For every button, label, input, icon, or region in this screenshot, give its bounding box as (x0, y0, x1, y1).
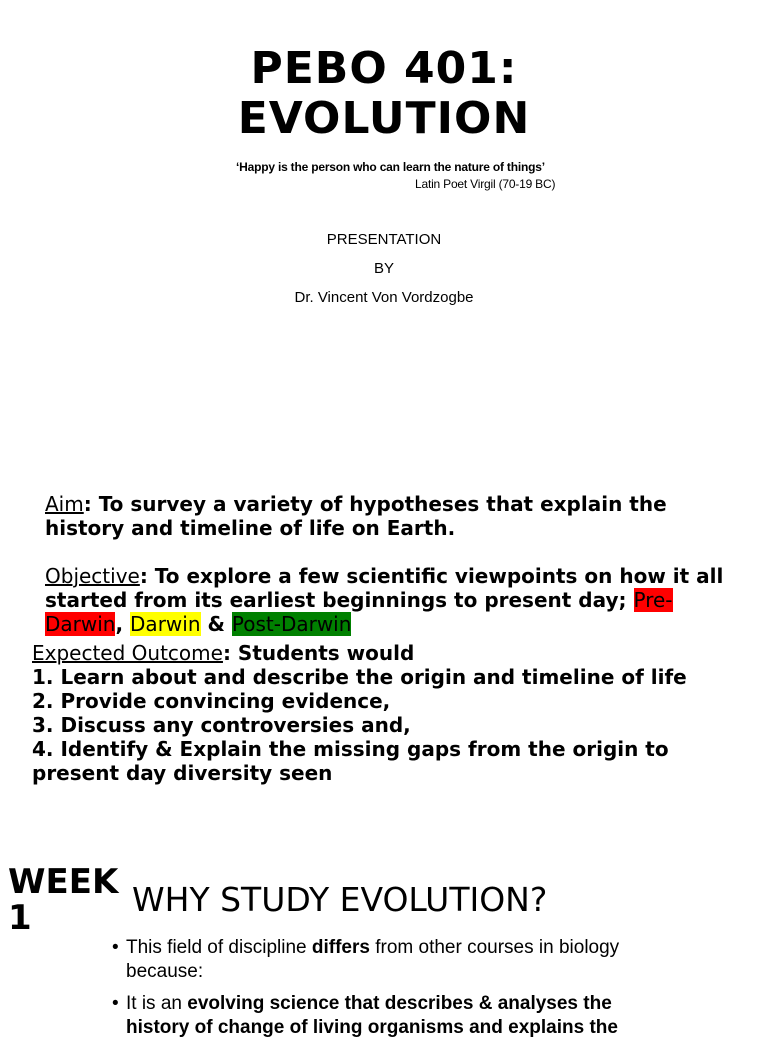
slide-title: WHY STUDY EVOLUTION? (132, 880, 548, 919)
era-post-darwin: Post-Darwin (231, 612, 352, 636)
outcome-item: 4. Identify & Explain the missing gaps from the origin to present day diversity seen (32, 737, 669, 785)
title-line-1: PEBO 401: (250, 43, 518, 94)
course-title (0, 44, 768, 144)
aim-label: Aim (45, 492, 84, 516)
aim-statement (45, 492, 745, 540)
presenter-name: Dr. Vincent Von Vordzogbe (294, 289, 474, 306)
outcome-intro: : Students would (222, 641, 415, 665)
objective-text: : To explore a few scientific viewpoints on how it all started from its earliest beginnings to present day; (45, 564, 724, 612)
bullet-emphasis: differs (311, 937, 370, 958)
bullet-dot-icon: • (112, 937, 119, 958)
week-label: WEEK 1 (8, 862, 119, 938)
title-line-2: EVOLUTION (237, 93, 531, 144)
bullet-item (112, 936, 672, 984)
by-label: BY (373, 260, 394, 277)
bullet-text: from other courses in biology because: (126, 937, 620, 982)
era-pre-darwin: Pre-Darwin (45, 588, 673, 636)
outcome-label: Expected Outcome (32, 641, 223, 665)
quote-attribution: Latin Poet Virgil (70-19 BC) (415, 177, 556, 191)
outcome-item: 1. Learn about and describe the origin and timeline of life (32, 665, 687, 689)
era-separator-2: & (200, 612, 232, 636)
outcome-item: 2. Provide convincing evidence, (32, 689, 391, 713)
quote: ‘Happy is the person who can learn the nature of things’ (236, 160, 545, 174)
expected-outcome (32, 641, 762, 785)
aim-text: : To survey a variety of hypotheses that explain the history and timeline of life on Earth. (45, 492, 667, 540)
presentation-label: PRESENTATION (326, 231, 442, 248)
objective-label: Objective (45, 564, 140, 588)
bullet-text: It is an (126, 993, 188, 1014)
outcome-item: 3. Discuss any controversies and, (32, 713, 411, 737)
bullet-item (112, 992, 672, 1040)
era-darwin: Darwin (130, 612, 201, 636)
bullet-emphasis: evolving science that describes & analyses the history of change of living organisms and explains the (126, 993, 618, 1038)
bullet-text: This field of discipline (126, 937, 312, 958)
objective-statement (45, 564, 745, 636)
bullet-dot-icon: • (112, 993, 119, 1014)
era-separator-1: , (115, 612, 131, 636)
